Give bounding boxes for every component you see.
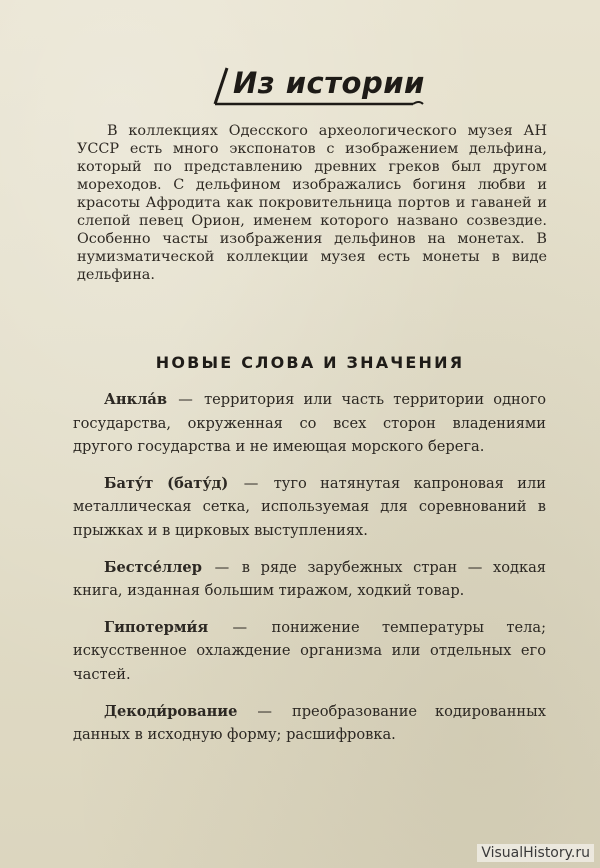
section-header: [213, 60, 443, 110]
entry-term: Бестсе́ллер: [104, 558, 202, 576]
dictionary-entry: Анкла́в — территория или часть территории одного государства, окруженная со всех сторон владениями другого государства и не имеющая морского берега.: [73, 391, 546, 456]
dictionary-entry: Бату́т (бату́д) — туго натянутая капроновая или металлическая сетка, используемая для соревнований в прыжках и в цирковых выступлениях.: [73, 474, 547, 539]
entry-term: Анкла́в: [104, 391, 167, 408]
entry-term: Гипотерми́я: [104, 618, 209, 636]
entry-definition: преобразование кодированных данных в исходную форму; расшифровка.: [73, 702, 546, 744]
section-heading: НОВЫЕ СЛОВА И ЗНАЧЕНИЯ: [155, 353, 465, 372]
intro-text: В коллекциях Одесского археологического музея АН УССР есть много экспонатов с изображением дельфина, который по представлению древних греков был другом мореходов. С дельфином изображались богиня любви и красоты Афродита как покровительница портов и гаваней и слепой певец Орион, именем которого названо созвездие. Особенно часты изображения дельфинов на монетах. В нумизматической коллекции музея есть монеты в виде дельфина.: [77, 123, 547, 283]
entry-definition: территория или часть территории одного государства, окруженная со всех сторон владениями другого государства и не имеющая морского берега.: [73, 391, 546, 456]
watermark-link[interactable]: VisualHistory.ru: [477, 844, 594, 862]
dictionary-entry: Гипотерми́я — понижение температуры тела; искусственное охлаждение организма или отдельных его частей.: [73, 618, 546, 683]
dictionary-entry: Декоди́рование — преобразование кодированных данных в исходную форму; расшифровка.: [73, 702, 546, 744]
entry-term: Декоди́рование: [104, 702, 238, 720]
entry-term: Бату́т (бату́д): [104, 474, 229, 492]
dictionary-entry: Бестсе́ллер — в ряде зарубежных стран — ходкая книга, изданная большим тиражом, ходкий товар.: [73, 558, 546, 600]
intro-paragraph: [77, 122, 547, 284]
page-title: Из истории: [233, 66, 425, 100]
entry-definition: понижение температуры тела; искусственное охлаждение организма или отдельных его частей.: [73, 618, 546, 683]
dictionary-entries: [73, 388, 546, 760]
entry-definition: в ряде зарубежных стран — ходкая книга, изданная большим тиражом, ходкий товар.: [73, 558, 546, 600]
entry-definition: туго натянутая капроновая или металлическая сетка, используемая для соревнований в прыжках и в цирковых выступлениях.: [73, 474, 547, 539]
